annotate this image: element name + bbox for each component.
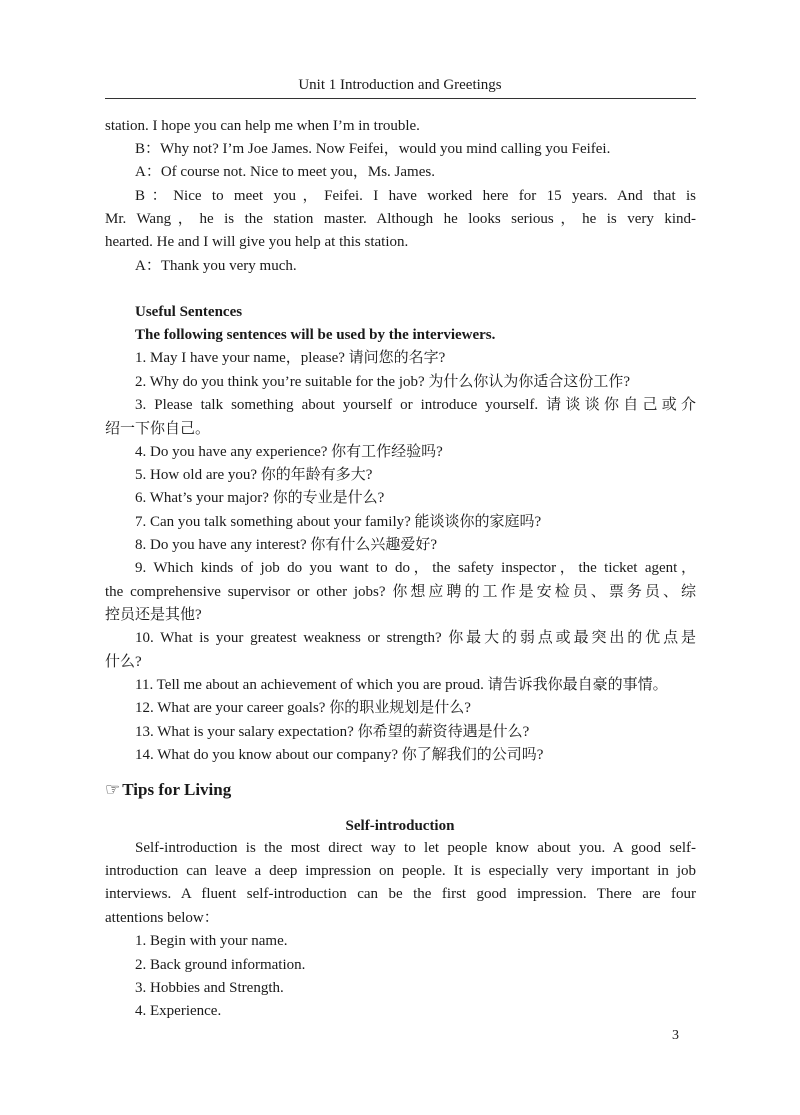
sentence-item: 2. Why do you think you’re suitable for the job? 为什么你认为你适合这份工作? <box>135 374 631 390</box>
dialogue-line: Mr. Wang，he is the station master. Although he looks serious，he is very kind- <box>105 211 696 227</box>
sentence-item: 12. What are your career goals? 你的职业规划是什么? <box>135 700 471 716</box>
sentence-item: 5. How old are you? 你的年龄有多大? <box>135 467 373 483</box>
dialogue-line: A：Of course not. Nice to meet you，Ms. James. <box>135 164 435 180</box>
dialogue-line: B：Nice to meet you，Feifei. I have worked here for 15 years. And that is <box>135 188 696 204</box>
tips-paragraph-line: Self-introduction is the most direct way to let people know about you. A good self- <box>135 840 696 856</box>
tips-subtitle: Self-introduction <box>345 818 455 834</box>
sentence-item: 4. Do you have any experience? 你有工作经验吗? <box>135 444 443 460</box>
running-header: Unit 1 Introduction and Greetings <box>298 77 502 93</box>
header-rule <box>105 98 696 99</box>
pointing-hand-icon: ☞ <box>105 780 121 799</box>
tips-paragraph-line: introduction can leave a deep impression on people. It is especially very important in job <box>105 863 696 879</box>
tips-title: Tips for Living <box>122 780 232 799</box>
tips-list-item: 4. Experience. <box>135 1003 222 1019</box>
dialogue-line: A：Thank you very much. <box>135 258 297 274</box>
page-number: 3 <box>672 1028 679 1043</box>
sentence-item: 10. What is your greatest weakness or strength? 你最大的弱点或最突出的优点是 <box>135 630 696 646</box>
sentence-item: 11. Tell me about an achievement of which you are proud. 请告诉我你最自豪的事情。 <box>135 677 668 693</box>
tips-heading <box>105 779 231 801</box>
sentence-item: 6. What’s your major? 你的专业是什么? <box>135 490 385 506</box>
sentence-item-continued: 控员还是其他? <box>105 607 202 623</box>
dialogue-line: hearted. He and I will give you help at this station. <box>105 234 409 250</box>
sentence-item-continued: the comprehensive supervisor or other jobs? 你想应聘的工作是安检员、票务员、综 <box>105 584 696 600</box>
tips-list-item: 2. Back ground information. <box>135 957 306 973</box>
sentence-item: 14. What do you know about our company? 你了解我们的公司吗? <box>135 747 544 763</box>
sentence-item: 7. Can you talk something about your family? 能谈谈你的家庭吗? <box>135 514 542 530</box>
tips-paragraph-line: interviews. A fluent self-introduction can be the first good impression. There are four <box>105 886 696 902</box>
tips-paragraph-line: attentions below： <box>105 910 219 926</box>
sentence-item: 9. Which kinds of job do you want to do，the safety inspector，the ticket agent， <box>135 560 696 576</box>
dialogue-line: station. I hope you can help me when I’m in trouble. <box>105 118 420 134</box>
tips-list-item: 3. Hobbies and Strength. <box>135 980 284 996</box>
sentence-item: 13. What is your salary expectation? 你希望的薪资待遇是什么? <box>135 724 530 740</box>
dialogue-line: B：Why not? I’m Joe James. Now Feifei，would you mind calling you Feifei. <box>135 141 611 157</box>
sentence-item: 8. Do you have any interest? 你有什么兴趣爱好? <box>135 537 438 553</box>
tips-list-item: 1. Begin with your name. <box>135 933 288 949</box>
sentence-item-continued: 绍一下你自己。 <box>105 421 211 437</box>
useful-sentences-title: Useful Sentences <box>135 304 243 320</box>
sentence-item: 3. Please talk something about yourself or introduce yourself. 请谈谈你自己或介 <box>135 397 696 413</box>
useful-sentences-intro: The following sentences will be used by the interviewers. <box>135 327 496 343</box>
sentence-item-continued: 什么? <box>105 654 142 670</box>
sentence-item: 1. May I have your name，please? 请问您的名字? <box>135 350 446 366</box>
